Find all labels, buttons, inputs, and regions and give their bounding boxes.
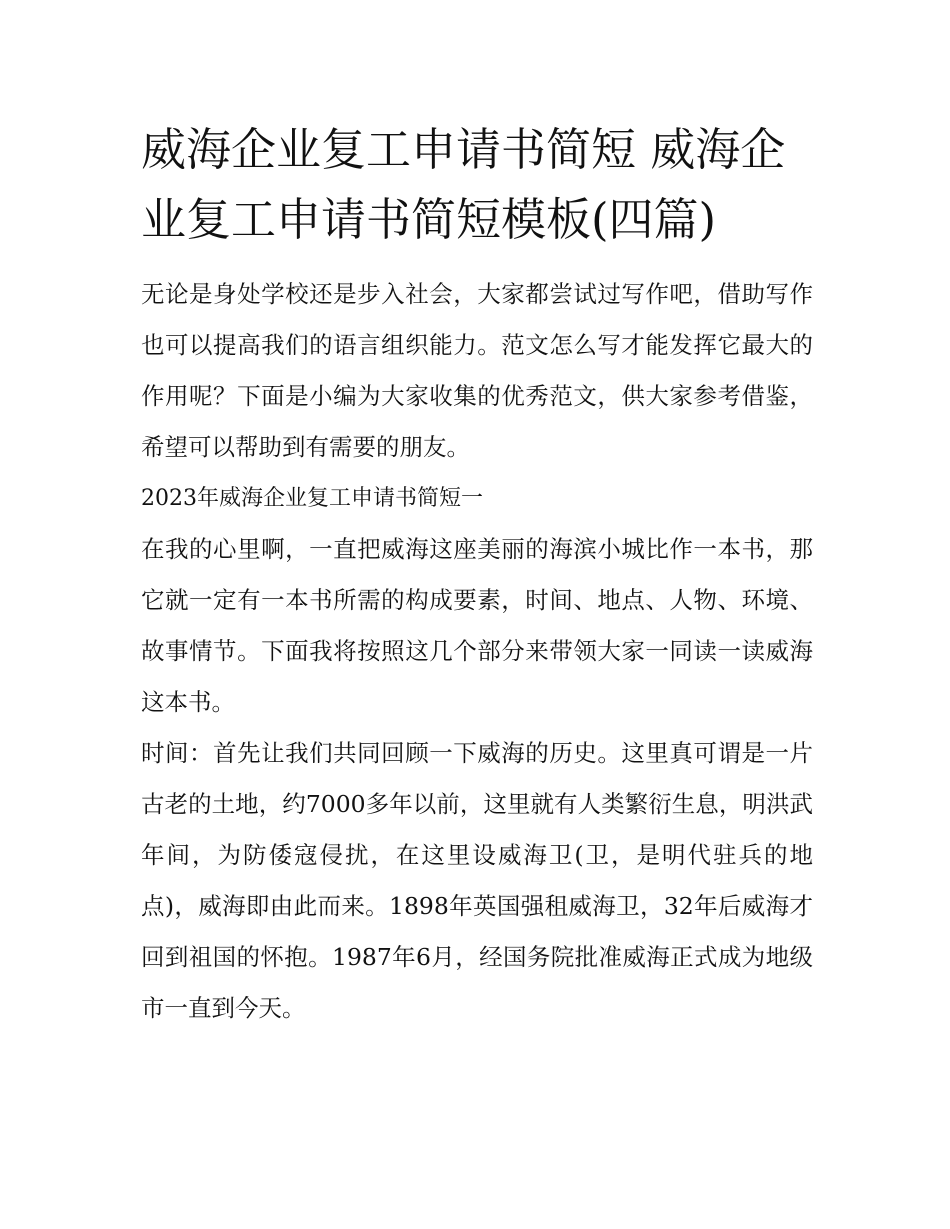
intro-paragraph: 无论是身处学校还是步入社会，大家都尝试过写作吧，借助写作也可以提高我们的语言组织能力。范文怎么写才能发挥它最大的作用呢？下面是小编为大家收集的优秀范文，供大家参考借鉴，希望可以帮助到有需要的朋友。 xyxy=(141,280,813,461)
body-paragraph-2: 时间：首先让我们共同回顾一下威海的历史。这里真可谓是一片古老的土地，约7000多年以前，这里就有人类繁衍生息，明洪武年间，为防倭寇侵扰，在这里设威海卫(卫，是明代驻兵的地点)，威海即由此而来。1898年英国强租威海卫，32年后威海才回到祖国的怀抱。1987年6月，经国务院批准威海正式成为地级市一直到今天。 xyxy=(141,739,813,1022)
section-heading: 2023年威海企业复工申请书简短一 xyxy=(141,486,483,511)
document-title: 威海企业复工申请书简短 威海企业复工申请书简短模板(四篇) xyxy=(141,123,786,246)
document-page xyxy=(141,115,813,1034)
body-paragraph-1: 在我的心里啊，一直把威海这座美丽的海滨小城比作一本书，那它就一定有一本书所需的构成要素，时间、地点、人物、环境、故事情节。下面我将按照这几个部分来带领大家一同读一读威海这本书。 xyxy=(141,535,813,716)
